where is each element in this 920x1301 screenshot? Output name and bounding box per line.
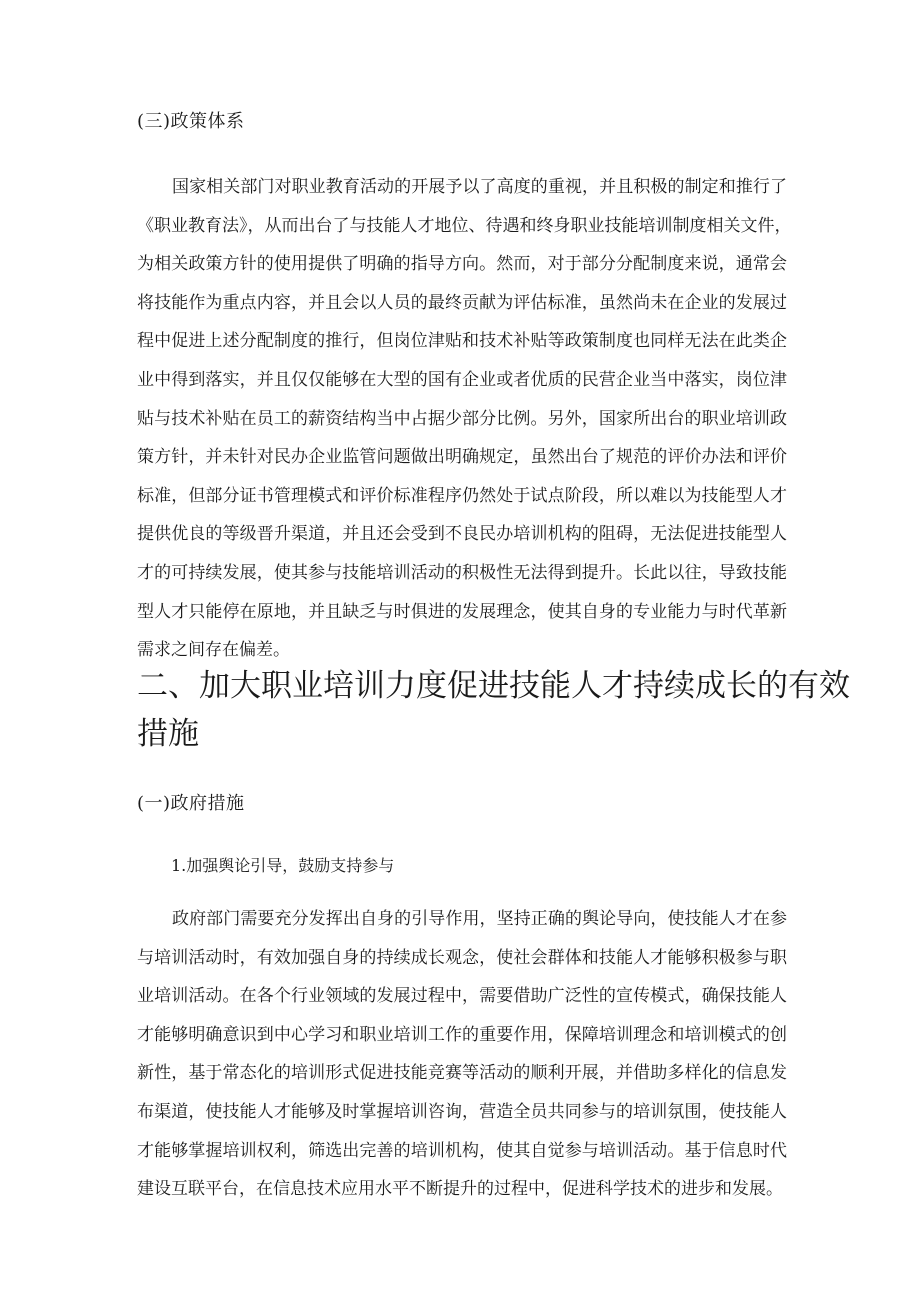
paragraph-line: 国家相关部门对职业教育活动的开展予以了高度的重视，并且积极的制定和推行了 [172, 177, 787, 197]
paragraph-line: 将技能作为重点内容，并且会以人员的最终贡献为评估标准，虽然尚未在企业的发展过 [137, 292, 787, 313]
paragraph-line: 提供优良的等级晋升渠道，并且还会受到不良民办培训机构的阻碍，无法促进技能型人 [137, 524, 787, 545]
section-title-line: 措施 [137, 716, 199, 752]
paragraph-line: 需求之间存在偏差。 [137, 640, 290, 661]
paragraph-line: 才能够掌握培训权利，筛选出完善的培训机构，使其自觉参与培训活动。基于信息时代 [137, 1140, 787, 1161]
section-title-line: 二、加大职业培训力度促进技能人才持续成长的有效 [137, 668, 850, 704]
paragraph-line: 标准，但部分证书管理模式和评价标准程序仍然处于试点阶段，所以难以为技能型人才 [137, 485, 787, 506]
paragraph-line: 业培训活动。在各个行业领域的发展过程中，需要借助广泛性的宣传模式，确保技能人 [137, 986, 787, 1007]
paragraph-line: 布渠道，使技能人才能够及时掌握培训咨询，营造全员共同参与的培训氛围，使技能人 [137, 1101, 787, 1122]
paragraph-line: 程中促进上述分配制度的推行，但岗位津贴和技术补贴等政策制度也同样无法在此类企 [137, 331, 787, 352]
paragraph-line: 型人才只能停在原地，并且缺乏与时俱进的发展理念，使其自身的专业能力与时代革新 [137, 601, 787, 622]
paragraph-line: 才的可持续发展，使其参与技能培训活动的积极性无法得到提升。长此以往，导致技能 [137, 562, 787, 583]
item-heading-public-opinion: 1.加强舆论引导，鼓励支持参与 [171, 856, 395, 875]
paragraph-line: 才能够明确意识到中心学习和职业培训工作的重要作用，保障培训理念和培训模式的创 [137, 1024, 787, 1045]
paragraph-line: 《职业教育法》，从而出台了与技能人才地位、待遇和终身职业技能培训制度相关文件， [137, 215, 792, 236]
policy-system-paragraph [137, 168, 792, 670]
paragraph-line: 新性，基于常态化的培训形式促进技能竞赛等活动的顺利开展，并借助多样化的信息发 [137, 1063, 787, 1084]
paragraph-line: 为相关政策方针的使用提供了明确的指导方向。然而，对于部分分配制度来说，通常会 [137, 254, 787, 275]
paragraph-line: 与培训活动时，有效加强自身的持续成长观念，使社会群体和技能人才能够积极参与职 [137, 947, 787, 968]
paragraph-line: 业中得到落实，并且仅仅能够在大型的国有企业或者优质的民营企业当中落实，岗位津 [137, 369, 787, 390]
paragraph-line: 政府部门需要充分发挥出自身的引导作用，坚持正确的舆论导向，使技能人才在参 [172, 909, 787, 929]
paragraph-line: 策方针，并未针对民办企业监管问题做出明确规定，虽然出台了规范的评价办法和评价 [137, 447, 787, 468]
subsection-heading-government-measures: (一)政府措施 [137, 793, 245, 814]
government-measures-paragraph [137, 900, 787, 1209]
subsection-heading-policy-system: (三)政策体系 [137, 111, 245, 132]
section-title-effective-measures [137, 662, 850, 758]
paragraph-line: 建设互联平台，在信息技术应用水平不断提升的过程中，促进科学技术的进步和发展。 [137, 1179, 783, 1200]
paragraph-line: 贴与技术补贴在员工的薪资结构当中占据少部分比例。另外，国家所出台的职业培训政 [137, 408, 787, 429]
